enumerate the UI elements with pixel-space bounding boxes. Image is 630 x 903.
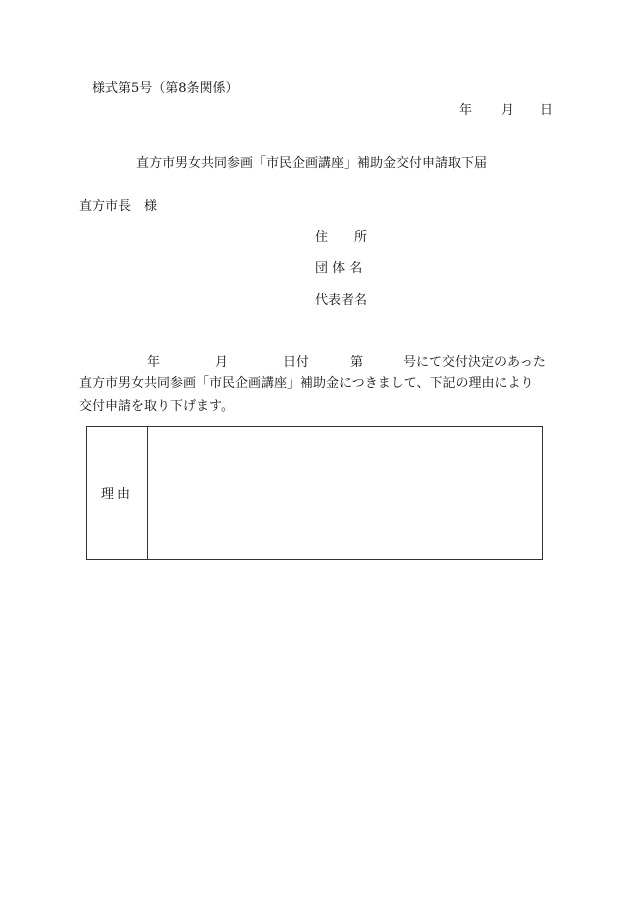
reason-field[interactable]	[148, 427, 542, 559]
date-day: 日	[540, 103, 554, 118]
document-title: 直方市男女共同参画「市民企画講座」補助金交付申請取下届	[136, 156, 488, 171]
group-name-label: 団 体 名	[315, 261, 363, 276]
reason-table	[86, 426, 543, 560]
reason-label: 理由	[101, 487, 134, 502]
body-line2: 直方市男女共同参画「市民企画講座」補助金につきまして、下記の理由により	[79, 376, 534, 391]
representative-label: 代表者名	[315, 293, 368, 308]
body-month: 月	[215, 355, 229, 370]
reason-label-cell	[87, 427, 148, 559]
address-label: 住 所	[315, 230, 368, 245]
date-month: 月	[501, 103, 515, 118]
date-year: 年	[459, 103, 473, 118]
addressee: 直方市長 様	[79, 199, 158, 214]
body-number-prefix: 第	[350, 355, 364, 370]
body-year: 年	[147, 355, 161, 370]
form-number: 様式第5号（第8条関係）	[92, 81, 239, 96]
body-line3: 交付申請を取り下げます。	[79, 399, 234, 414]
body-line1-end: 号にて交付決定のあった	[403, 355, 546, 370]
body-date-suffix: 日付	[283, 355, 310, 370]
